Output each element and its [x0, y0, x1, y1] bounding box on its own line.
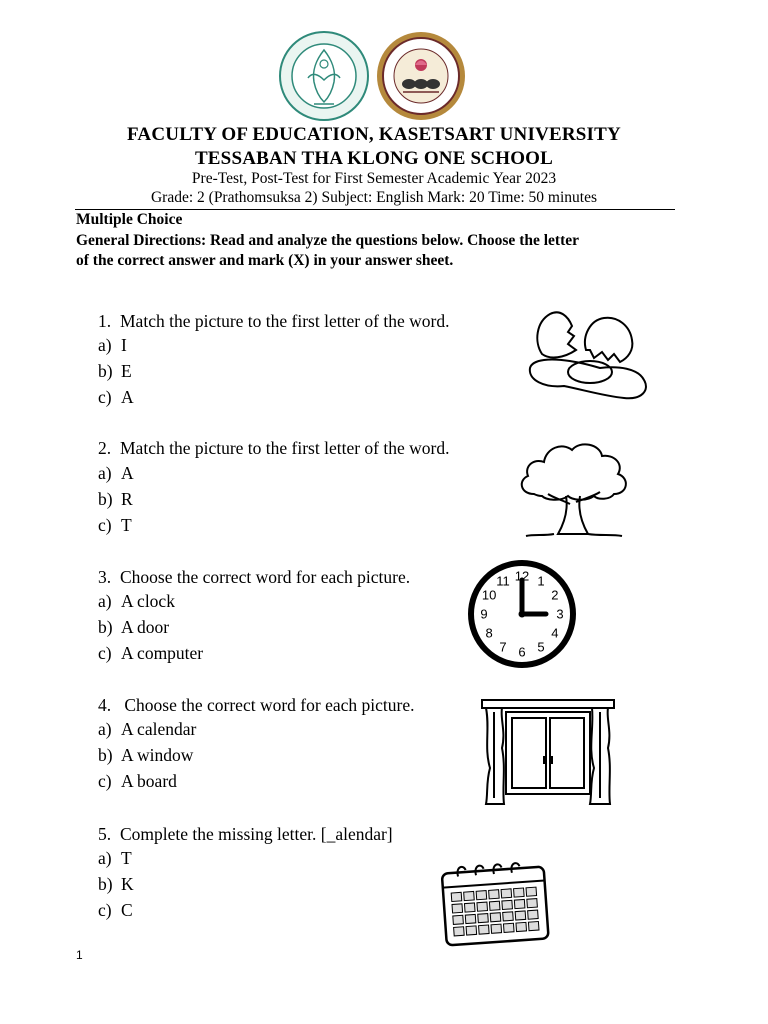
option-letter: c) — [98, 771, 112, 791]
eggs-picture — [524, 306, 652, 409]
calendar-day-cell — [477, 902, 488, 911]
option-text: T — [121, 515, 132, 535]
eggs-icon — [524, 306, 652, 404]
option-text: A — [121, 463, 134, 483]
calendar-day-cell — [503, 923, 514, 932]
clock-numeral: 5 — [537, 639, 545, 655]
calendar-day-cell — [454, 927, 465, 936]
option-5a — [98, 848, 132, 869]
option-text: A board — [121, 771, 177, 791]
question-number: 4. — [98, 695, 112, 715]
question-number: 5. — [98, 824, 112, 844]
option-letter: c) — [98, 387, 112, 407]
question-text: Complete the missing letter. [_alendar] — [120, 824, 393, 844]
window-picture — [480, 698, 616, 813]
option-letter: c) — [98, 643, 112, 663]
school-emblem-logo — [375, 30, 467, 122]
option-text: T — [121, 848, 132, 868]
calendar-day-cell — [465, 914, 476, 923]
clock-numeral: 4 — [551, 625, 559, 641]
option-letter: a) — [98, 591, 112, 611]
question-number: 2. — [98, 438, 112, 458]
calendar-day-cell — [526, 887, 537, 896]
calendar-day-cell — [464, 891, 475, 900]
question-3 — [98, 564, 410, 590]
option-text: A calendar — [121, 719, 197, 739]
calendar-day-cell — [451, 892, 462, 901]
test-meta: Grade: 2 (Prathomsuksa 2) Subject: English Mark: 20 Time: 50 minutes — [150, 189, 598, 206]
option-1c — [98, 387, 134, 408]
calendar-day-cell — [528, 922, 539, 931]
calendar-day-cell — [527, 899, 538, 908]
option-letter: b) — [98, 617, 113, 637]
question-4 — [98, 692, 414, 718]
header-divider — [75, 209, 675, 210]
tree-picture — [514, 438, 632, 551]
tree-icon — [514, 438, 632, 546]
option-letter: a) — [98, 463, 112, 483]
option-letter: c) — [98, 515, 112, 535]
clock-icon — [466, 558, 578, 670]
section-title: Multiple Choice — [76, 211, 183, 228]
window-icon — [480, 698, 616, 808]
option-text: A window — [121, 745, 194, 765]
option-1a — [98, 335, 127, 356]
clock-numeral: 12 — [514, 568, 530, 584]
option-text: A computer — [121, 643, 204, 663]
school-emblem-icon — [375, 30, 467, 122]
calendar-icon — [436, 858, 554, 948]
option-2a — [98, 463, 134, 484]
option-3a — [98, 591, 175, 612]
clock-picture — [466, 558, 578, 675]
option-text: A — [121, 387, 134, 407]
option-4a — [98, 719, 196, 740]
option-5b — [98, 874, 134, 895]
clock-numeral: 10 — [481, 587, 497, 603]
option-text: E — [121, 361, 132, 381]
calendar-day-cell — [516, 922, 527, 931]
calendar-day-cell — [476, 891, 487, 900]
general-directions — [76, 231, 676, 271]
option-letter: b) — [98, 874, 113, 894]
calendar-day-cell — [501, 889, 512, 898]
calendar-day-cell — [514, 899, 525, 908]
calendar-picture — [436, 858, 554, 953]
option-letter: b) — [98, 489, 113, 509]
option-letter: b) — [98, 745, 113, 765]
question-5 — [98, 821, 393, 847]
clock-numeral: 6 — [518, 644, 526, 660]
calendar-day-cell — [489, 890, 500, 899]
calendar-day-cell — [514, 888, 525, 897]
calendar-day-cell — [503, 912, 514, 921]
calendar-day-cell — [452, 904, 463, 913]
university-seal-logo — [278, 30, 370, 122]
option-letter: c) — [98, 900, 112, 920]
option-text: C — [121, 900, 133, 920]
calendar-day-cell — [489, 901, 500, 910]
question-number: 1. — [98, 311, 112, 331]
calendar-day-cell — [502, 900, 513, 909]
calendar-day-cell — [464, 903, 475, 912]
calendar-day-cell — [453, 915, 464, 924]
option-letter: a) — [98, 848, 112, 868]
calendar-day-cell — [466, 926, 477, 935]
test-subtitle: Pre-Test, Post-Test for First Semester Academic Year 2023 — [191, 170, 557, 187]
school-title: TESSABAN THA KLONG ONE SCHOOL — [194, 148, 554, 169]
option-letter: a) — [98, 335, 112, 355]
question-number: 3. — [98, 567, 112, 587]
directions-line: General Directions: Read and analyze the questions below. Choose the letter — [76, 232, 579, 249]
clock-numeral: 2 — [551, 587, 559, 603]
option-3c — [98, 643, 203, 664]
question-text: Choose the correct word for each picture. — [120, 695, 415, 715]
calendar-day-cell — [515, 911, 526, 920]
calendar-day-cell — [491, 924, 502, 933]
question-text: Match the picture to the first letter of the word. — [120, 311, 450, 331]
calendar-day-cell — [528, 910, 539, 919]
option-5c — [98, 900, 133, 921]
option-text: R — [121, 489, 133, 509]
question-text: Choose the correct word for each picture. — [120, 567, 411, 587]
option-text: I — [121, 335, 127, 355]
option-letter: a) — [98, 719, 112, 739]
page-number: 1 — [76, 948, 83, 962]
clock-numeral: 1 — [537, 573, 545, 589]
clock-numeral: 9 — [480, 606, 488, 622]
faculty-title: FACULTY OF EDUCATION, KASETSART UNIVERSITY — [127, 124, 621, 145]
directions-line: of the correct answer and mark (X) in your answer sheet. — [76, 252, 454, 269]
option-4b — [98, 745, 193, 766]
clock-numeral: 8 — [485, 625, 493, 641]
question-text: Match the picture to the first letter of the word. — [120, 438, 450, 458]
calendar-day-cell — [478, 914, 489, 923]
option-3b — [98, 617, 169, 638]
clock-numeral: 11 — [496, 573, 510, 589]
option-2c — [98, 515, 132, 536]
option-text: A door — [121, 617, 170, 637]
clock-numeral: 3 — [556, 606, 564, 622]
question-2 — [98, 435, 449, 461]
university-seal-icon — [278, 30, 370, 122]
option-2b — [98, 489, 133, 510]
option-text: K — [121, 874, 134, 894]
clock-numeral: 7 — [499, 639, 507, 655]
option-letter: b) — [98, 361, 113, 381]
option-1b — [98, 361, 132, 382]
calendar-day-cell — [479, 925, 490, 934]
option-4c — [98, 771, 177, 792]
question-1 — [98, 308, 449, 334]
calendar-day-cell — [490, 913, 501, 922]
option-text: A clock — [121, 591, 175, 611]
